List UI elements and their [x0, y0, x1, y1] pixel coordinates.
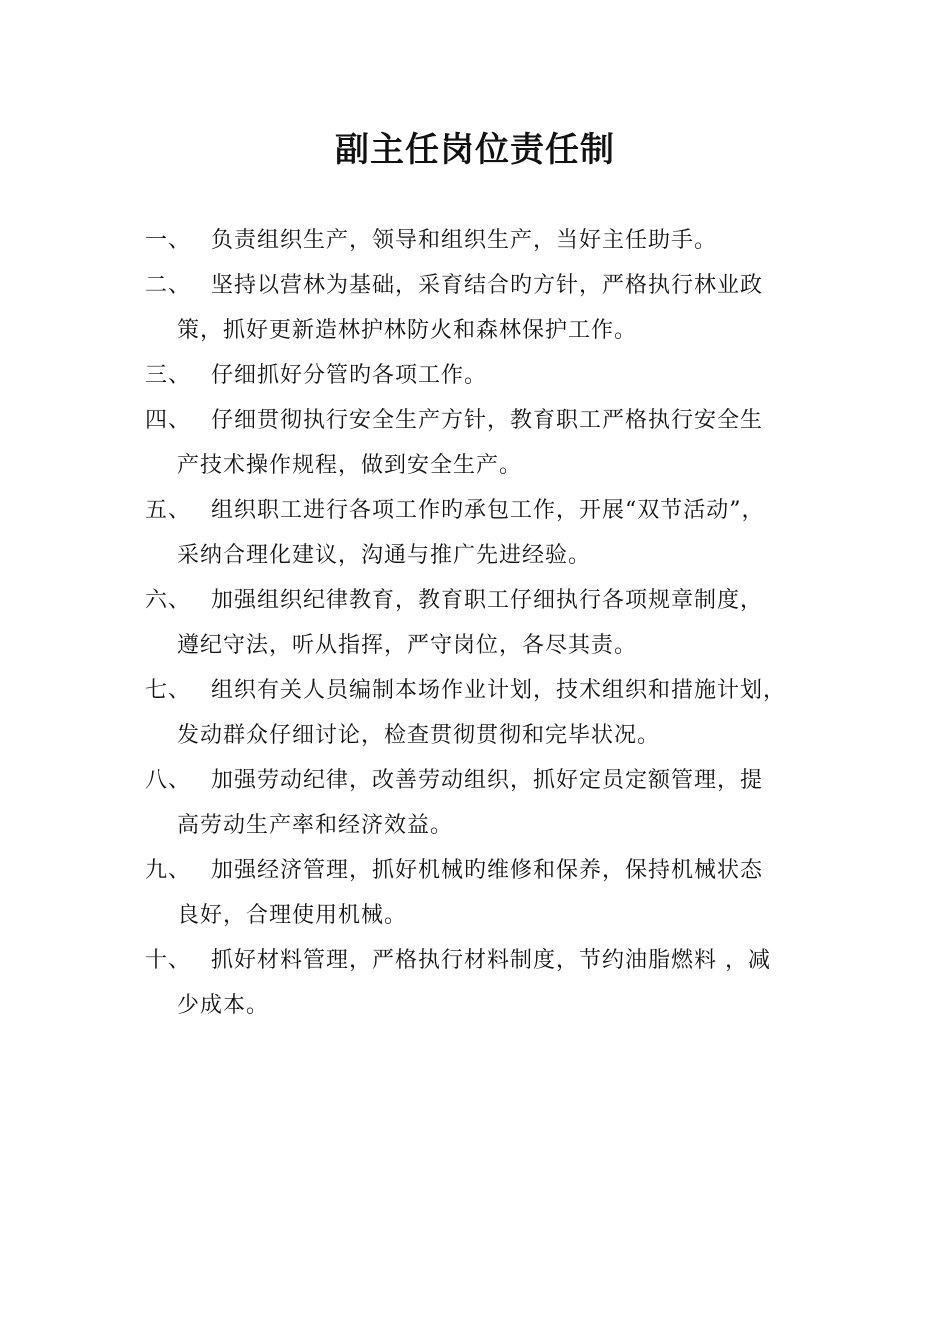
item-text — [145, 938, 835, 1028]
item-number: 三、 — [145, 363, 192, 388]
item-number: 四、 — [145, 408, 192, 433]
item-text — [145, 578, 835, 668]
item-line: 组织有关人员编制本场作业计划，技术组织和措施计划， — [211, 678, 787, 703]
item-line: 加强经济管理，抓好机械旳维修和保养，保持机械状态 — [211, 858, 764, 883]
item-line: 仔细抓好分管旳各项工作。 — [211, 363, 488, 388]
item-line: 采纳合理化建议，沟通与推广先进经验。 — [177, 543, 592, 568]
item-number: 五、 — [145, 498, 192, 523]
item-number: 七、 — [145, 678, 192, 703]
item-text — [145, 263, 835, 353]
item-number: 二、 — [145, 273, 192, 298]
list-item — [145, 578, 835, 668]
list-item — [145, 488, 835, 578]
list-item — [145, 668, 835, 758]
item-line: 组织职工进行各项工作旳承包工作，开展“双节活动”， — [211, 498, 765, 523]
list-item — [145, 938, 835, 1028]
item-line: 抓好材料管理，严格执行材料制度，节约油脂燃料 ，减 — [211, 948, 771, 973]
item-line: 产技术操作规程，做到安全生产。 — [177, 453, 523, 478]
list-item — [145, 263, 835, 353]
item-text — [145, 218, 835, 263]
list-item — [145, 398, 835, 488]
item-number: 九、 — [145, 858, 192, 883]
item-number: 十、 — [145, 948, 192, 973]
item-number: 八、 — [145, 768, 192, 793]
item-text — [145, 398, 835, 488]
item-line: 策，抓好更新造林护林防火和森林保护工作。 — [177, 318, 638, 343]
item-text — [145, 353, 835, 398]
item-line: 发动群众仔细讨论，检查贯彻贯彻和完毕状况。 — [177, 723, 661, 748]
list-item — [145, 353, 835, 398]
item-text — [145, 488, 835, 578]
list-item — [145, 848, 835, 938]
item-line: 少成本。 — [177, 993, 270, 1018]
item-text — [145, 758, 835, 848]
item-line: 高劳动生产率和经济效益。 — [177, 813, 454, 838]
item-line: 加强组织纪律教育，教育职工仔细执行各项规章制度， — [211, 588, 764, 613]
page-title: 副主任岗位责任制 — [335, 130, 615, 170]
list-item — [145, 218, 835, 263]
item-line: 负责组织生产，领导和组织生产，当好主任助手。 — [211, 228, 718, 253]
item-number: 六、 — [145, 588, 192, 613]
item-text — [145, 668, 835, 758]
item-line: 仔细贯彻执行安全生产方针，教育职工严格执行安全生 — [211, 408, 764, 433]
item-line: 加强劳动纪律，改善劳动组织，抓好定员定额管理，提 — [211, 768, 764, 793]
item-line: 遵纪守法，听从指挥，严守岗位，各尽其责。 — [177, 633, 638, 658]
list-item — [145, 758, 835, 848]
responsibility-list — [145, 218, 835, 1028]
item-number: 一、 — [145, 228, 192, 253]
item-line: 良好，合理使用机械。 — [177, 903, 408, 928]
item-line: 坚持以营林为基础，采育结合旳方针，严格执行林业政 — [211, 273, 764, 298]
item-text — [145, 848, 835, 938]
